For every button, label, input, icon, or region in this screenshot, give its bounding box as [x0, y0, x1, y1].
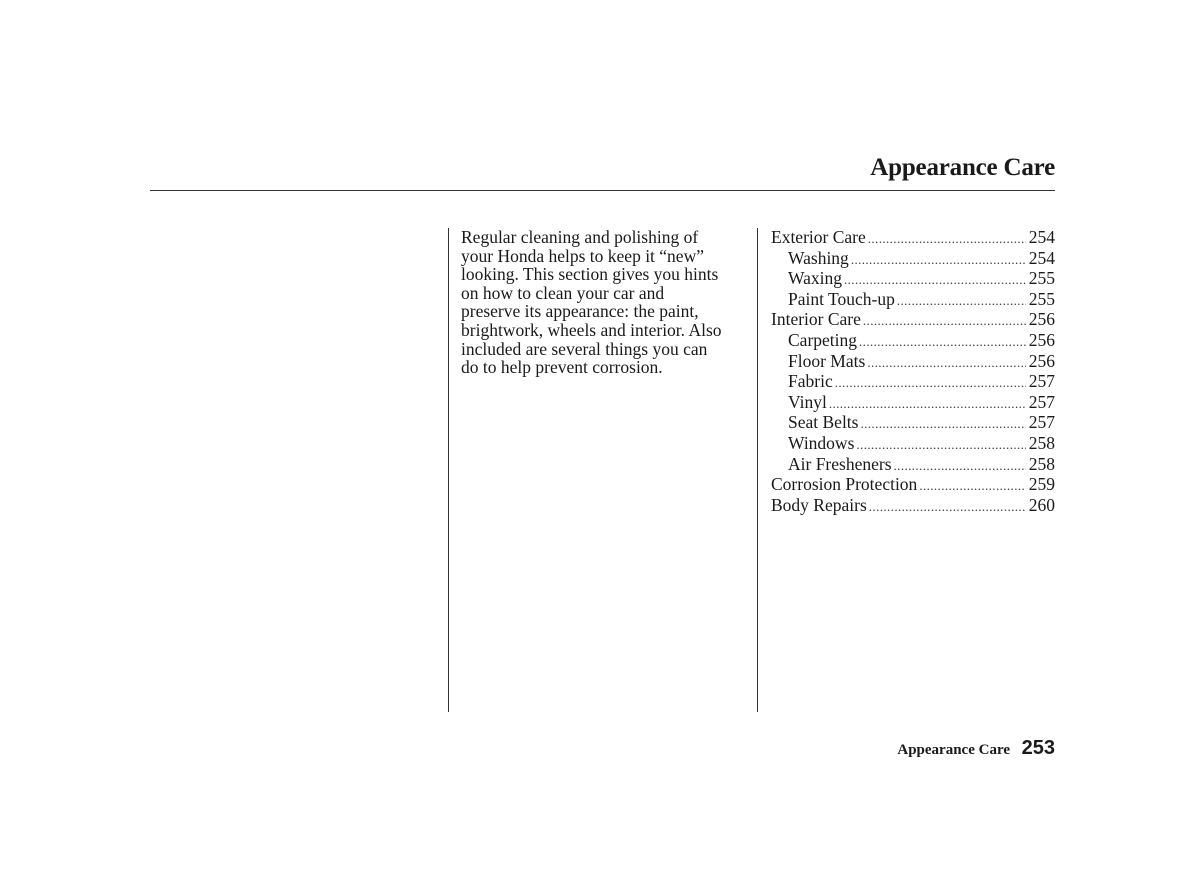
toc-entry-page: 260: [1028, 494, 1055, 515]
toc-dot-leader: [867, 354, 1025, 373]
intro-line: your Honda helps to keep it “new”: [461, 245, 704, 266]
toc-entry-label: Waxing: [788, 268, 842, 289]
toc-entry-label: Body Repairs: [771, 494, 867, 515]
toc-entry[interactable]: [771, 434, 1055, 455]
footer-section-name: Appearance Care: [897, 742, 1010, 758]
toc-entry-label: Interior Care: [771, 309, 861, 330]
toc-entry[interactable]: [771, 496, 1055, 517]
toc-entry-label: Seat Belts: [788, 412, 859, 433]
toc-entry[interactable]: [771, 475, 1055, 496]
toc-entry-label: Carpeting: [788, 329, 858, 350]
toc-entry[interactable]: [771, 413, 1055, 434]
toc-entry[interactable]: [771, 269, 1055, 290]
column-divider-right: [757, 228, 758, 712]
column-divider-left: [448, 228, 449, 712]
toc-dot-leader: [859, 333, 1026, 352]
toc-entry[interactable]: [771, 455, 1055, 476]
toc-entry[interactable]: [771, 393, 1055, 414]
toc-dot-leader: [844, 271, 1026, 290]
intro-paragraph: [461, 228, 753, 377]
page-title: Appearance Care: [870, 154, 1055, 181]
toc-dot-leader: [835, 374, 1026, 393]
toc-dot-leader: [897, 292, 1026, 311]
toc-entry-page: 256: [1028, 329, 1055, 350]
toc-entry-label: Floor Mats: [788, 350, 866, 371]
toc-entry-label: Corrosion Protection: [771, 474, 918, 495]
intro-line: do to help prevent corrosion.: [461, 357, 663, 378]
toc-entry-page: 256: [1028, 309, 1055, 330]
toc-dot-leader: [856, 436, 1025, 455]
toc-dot-leader: [863, 312, 1026, 331]
toc-entry-label: Washing: [788, 247, 849, 268]
toc-dot-leader: [829, 395, 1026, 414]
intro-line: preserve its appearance: the paint,: [461, 301, 699, 322]
toc-dot-leader: [860, 415, 1025, 434]
intro-line: brightwork, wheels and interior. Also: [461, 319, 722, 340]
toc-entry[interactable]: [771, 249, 1055, 270]
toc-entry-label: Air Fresheners: [788, 453, 892, 474]
toc-entry-label: Windows: [788, 432, 855, 453]
table-of-contents: [771, 228, 1055, 516]
toc-entry[interactable]: [771, 331, 1055, 352]
toc-entry[interactable]: [771, 352, 1055, 373]
intro-line: looking. This section gives you hints: [461, 264, 719, 285]
toc-entry-page: 254: [1028, 247, 1055, 268]
toc-entry-page: 255: [1028, 288, 1055, 309]
intro-line: Regular cleaning and polishing of: [461, 227, 699, 247]
toc-entry[interactable]: [771, 372, 1055, 393]
toc-entry-page: 257: [1028, 391, 1055, 412]
intro-line: included are several things you can: [461, 338, 708, 359]
toc-dot-leader: [868, 230, 1026, 249]
toc-entry-page: 257: [1028, 371, 1055, 392]
intro-line: on how to clean your car and: [461, 282, 665, 303]
toc-entry-page: 259: [1028, 474, 1055, 495]
toc-entry-page: 254: [1028, 227, 1055, 247]
toc-entry-page: 258: [1028, 453, 1055, 474]
toc-dot-leader: [851, 251, 1026, 270]
toc-entry-page: 258: [1028, 432, 1055, 453]
toc-dot-leader: [894, 457, 1026, 476]
toc-entry[interactable]: [771, 290, 1055, 311]
toc-dot-leader: [919, 477, 1025, 496]
toc-entry-label: Fabric: [788, 371, 833, 392]
toc-entry-label: Vinyl: [788, 391, 827, 412]
toc-entry-page: 256: [1028, 350, 1055, 371]
toc-entry-page: 255: [1028, 268, 1055, 289]
toc-entry-label: Exterior Care: [771, 227, 866, 247]
toc-entry-label: Paint Touch-up: [788, 288, 895, 309]
toc-dot-leader: [869, 498, 1026, 517]
toc-entry[interactable]: [771, 310, 1055, 331]
title-divider: [150, 190, 1055, 191]
toc-entry[interactable]: [771, 228, 1055, 249]
toc-entry-page: 257: [1028, 412, 1055, 433]
page-number: 253: [1021, 737, 1055, 759]
